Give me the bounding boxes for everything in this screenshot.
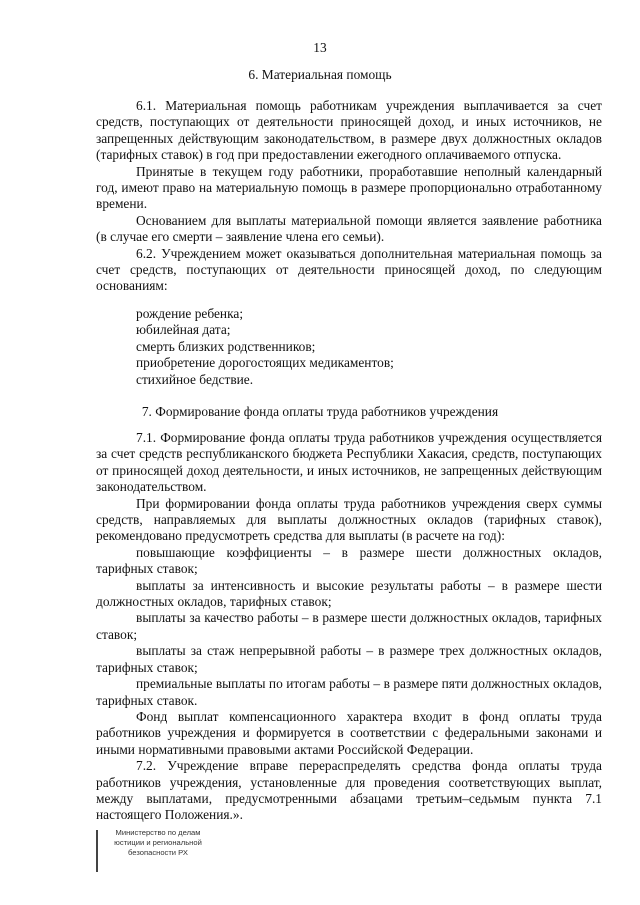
paragraph-6-2: 6.2. Учреждением может оказываться дополнительная материальная помощь за счет средств, поступающих от деятельности приносящей доход, по следующим основаниям: bbox=[96, 245, 602, 294]
paragraph-seniority: выплаты за стаж непрерывной работы – в размере трех должностных окладов, тарифных ставок; bbox=[96, 643, 602, 675]
stamp-line: юстиции и региональной bbox=[114, 838, 202, 847]
list-item: смерть близких родственников; bbox=[136, 338, 316, 354]
section-7-title: 7. Формирование фонда оплаты труда работников учреждения bbox=[141, 404, 499, 419]
list-item: стихийное бедствие. bbox=[136, 371, 254, 387]
stamp-line: Министерство по делам bbox=[115, 828, 201, 837]
section-6-title: 6. Материальная помощь bbox=[248, 67, 392, 82]
paragraph-coefficients: повышающие коэффициенты – в размере шести должностных окладов, тарифных ставок; bbox=[96, 544, 602, 577]
stamp-text bbox=[106, 828, 210, 858]
paragraph-6-1: 6.1. Материальная помощь работникам учреждения выплачивается за счет средств, поступающих от деятельности приносящей доход, и иных источников, не запрещенных действующим законодательством, в размере двух должностных окладов (тарифных ставок) в год при предоставлении ежегодного оплачиваемого отпуска. bbox=[96, 98, 602, 163]
grounds-list bbox=[136, 306, 394, 388]
paragraph-compensation-fund: Фонд выплат компенсационного характера входит в фонд оплаты труда работников учреждения и формируется в соответствии с федеральными законами и иными нормативными правовыми актами Российской Федерации. bbox=[96, 708, 602, 757]
page-number: 13 bbox=[313, 40, 327, 55]
paragraph-7-1: 7.1. Формирование фонда оплаты труда работников учреждения осуществляется за счет средств республиканского бюджета Республики Хакасия, средств, поступающих от приносящей доход деятельности, и иных источников, не запрещенных действующим законодательством. bbox=[96, 430, 602, 495]
section-7-body bbox=[96, 430, 602, 824]
paragraph-new-employees: Принятые в текущем году работники, проработавшие неполный календарный год, имеют право на материальную помощь в размере пропорционально отработанному времени. bbox=[96, 163, 602, 212]
ministry-stamp bbox=[96, 826, 208, 876]
section-6-body bbox=[96, 98, 602, 295]
stamp-line: безопасности РХ bbox=[128, 848, 188, 857]
list-item: юбилейная дата; bbox=[136, 322, 231, 338]
paragraph-quality: выплаты за качество работы – в размере шести должностных окладов, тарифных ставок; bbox=[96, 610, 602, 642]
paragraph-fund-forming: При формировании фонда оплаты труда работников учреждения сверх суммы средств, направляемых для выплаты должностных окладов (тарифных ставок), рекомендовано предусмотреть средства для выплаты (в расчете на год): bbox=[96, 495, 602, 544]
stamp-border bbox=[96, 830, 98, 872]
paragraph-basis: Основанием для выплаты материальной помощи является заявление работника (в случае его смерти – заявление члена его семьи). bbox=[96, 212, 602, 245]
list-item: приобретение дорогостоящих медикаментов; bbox=[136, 355, 394, 371]
paragraph-intensity: выплаты за интенсивность и высокие результаты работы – в размере шести должностных окладов, тарифных ставок; bbox=[96, 577, 602, 610]
paragraph-7-2: 7.2. Учреждение вправе перераспределять средства фонда оплаты труда работников учреждения, установленные для проведения соответствующих выплат, между выплатами, предусмотренными абзацами третьим–седьмым пункта 7.1 настоящего Положения.». bbox=[96, 758, 602, 823]
list-item: рождение ребенка; bbox=[136, 306, 244, 321]
paragraph-bonus: премиальные выплаты по итогам работы – в размере пяти должностных окладов, тарифных ставок. bbox=[96, 676, 602, 708]
